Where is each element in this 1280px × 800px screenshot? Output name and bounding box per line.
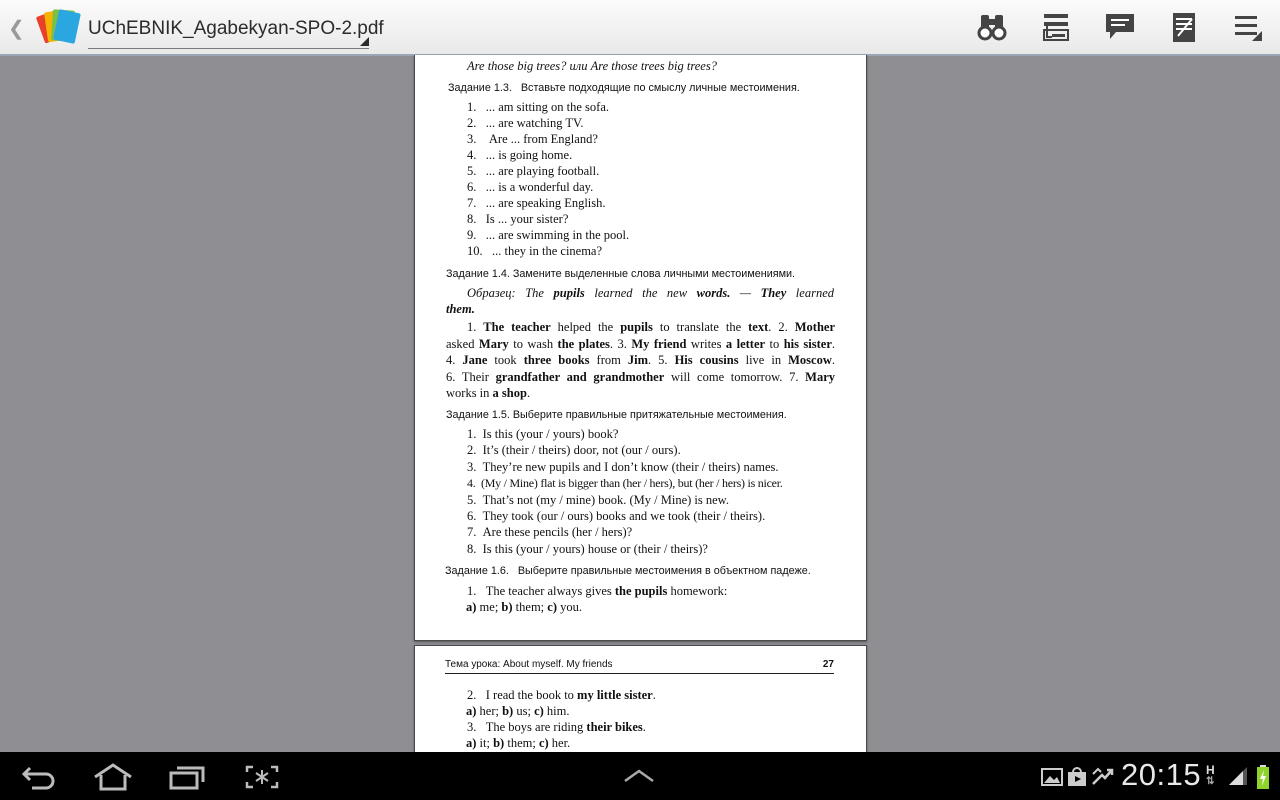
system-bar <box>0 752 1280 800</box>
answer-options: a) it; b) them; c) her. <box>466 736 571 750</box>
list-item: 5. That’s not (my / mine) book. (My / Mine) is new. <box>467 493 730 507</box>
list-item: 6. ... is a wonderful day. <box>467 180 594 194</box>
gallery-notification-icon <box>1041 767 1063 787</box>
page-number: 27 <box>822 659 834 670</box>
comments-icon[interactable] <box>1102 9 1138 45</box>
task-heading: Задание 1.4. Замените выделенные слова личными местоимениями. <box>446 268 796 280</box>
list-item: 1. ... am sitting on the sofa. <box>467 100 609 114</box>
running-header: Тема урока: About myself. My friends 27 <box>445 659 834 674</box>
document-title-dropdown[interactable] <box>88 14 384 49</box>
network-type-indicator <box>1206 763 1215 787</box>
question-line: 3. The boys are riding their bikes. <box>467 720 646 734</box>
list-item: 1. Is this (your / yours) book? <box>467 427 619 441</box>
action-bar <box>0 0 1280 56</box>
answer-options: a) her; b) us; c) him. <box>466 704 570 718</box>
list-item: 9. ... are swimming in the pool. <box>467 228 630 242</box>
example-line: Образец: The pupils learned the new words. — They learned <box>467 286 834 300</box>
menu-icon[interactable] <box>1230 9 1266 45</box>
market-notification-icon <box>1066 766 1088 788</box>
task-heading: Задание 1.6. Выберите правильные местоимения в объектном падеже. <box>445 565 811 577</box>
list-item: 2. ... are watching TV. <box>467 116 584 130</box>
top-line: Are those big trees? или Are those trees big trees? <box>467 59 717 73</box>
question-line: 1. The teacher always gives the pupils homework: <box>467 584 728 598</box>
back-chevron-icon[interactable]: ❮ <box>8 18 25 40</box>
chevron-up-icon[interactable] <box>622 768 656 784</box>
usb-sync-icon <box>1090 766 1114 788</box>
outline-icon[interactable] <box>1038 9 1074 45</box>
list-item: 6. They took (our / ours) books and we took (their / theirs). <box>467 509 766 523</box>
dropdown-corner-icon <box>360 37 369 46</box>
screenshot-icon[interactable] <box>244 764 280 790</box>
pdf-page[interactable] <box>414 645 867 767</box>
pdf-page[interactable] <box>414 55 867 641</box>
data-arrows-icon: ⇅ <box>1206 776 1215 787</box>
find-icon[interactable] <box>974 9 1010 45</box>
notes-icon[interactable] <box>1166 9 1202 45</box>
example-line-end: them. <box>446 302 475 316</box>
list-item: 5. ... are playing football. <box>467 164 600 178</box>
network-type-label: H <box>1206 763 1215 777</box>
list-item: 2. It’s (their / theirs) door, not (our / ours). <box>467 443 681 457</box>
list-item: 7. Are these pencils (her / hers)? <box>467 525 633 539</box>
home-icon[interactable] <box>92 763 134 791</box>
recent-apps-icon[interactable] <box>168 764 206 790</box>
question-line: 2. I read the book to my little sister. <box>467 688 656 702</box>
clock[interactable]: 20:15 <box>1121 757 1202 792</box>
list-item: 10. ... they in the cinema? <box>467 244 603 258</box>
battery-charging-icon <box>1256 764 1270 790</box>
task-heading: Задание 1.5. Выберите правильные притяжательные местоимения. <box>446 409 787 421</box>
exercise-text: 1. The teacher helped the pupils to translate the text. 2. Mother asked Mary to wash the plates. 3. My friend writes a letter to his sister. 4. Jane took three books from Jim. 5. His cousins live in Moscow. 6. Their grandfather and grandmother will come tomorrow. 7. Mary works in a shop. <box>446 320 836 400</box>
document-title: UChEBNIK_Agabekyan-SPO-2.pdf <box>88 18 384 39</box>
signal-strength-icon <box>1227 766 1249 786</box>
answer-options: a) me; b) them; c) you. <box>466 600 582 614</box>
list-item: 7. ... are speaking English. <box>467 196 606 210</box>
list-item: 8. Is ... your sister? <box>467 212 569 226</box>
task-heading: Задание 1.3. Вставьте подходящие по смыслу личные местоимения. <box>448 82 800 94</box>
list-item: 3. Are ... from England? <box>467 132 598 146</box>
polaris-office-app-icon[interactable] <box>34 7 82 47</box>
list-item: 4. ... is going home. <box>467 148 573 162</box>
back-icon[interactable] <box>20 764 58 790</box>
list-item: 3. They’re new pupils and I don’t know (their / theirs) names. <box>467 460 779 474</box>
list-item: 4. (My / Mine) flat is bigger than (her / hers), but (her / hers) is nicer. <box>467 476 783 490</box>
list-item: 8. Is this (your / yours) house or (their / theirs)? <box>467 542 708 556</box>
